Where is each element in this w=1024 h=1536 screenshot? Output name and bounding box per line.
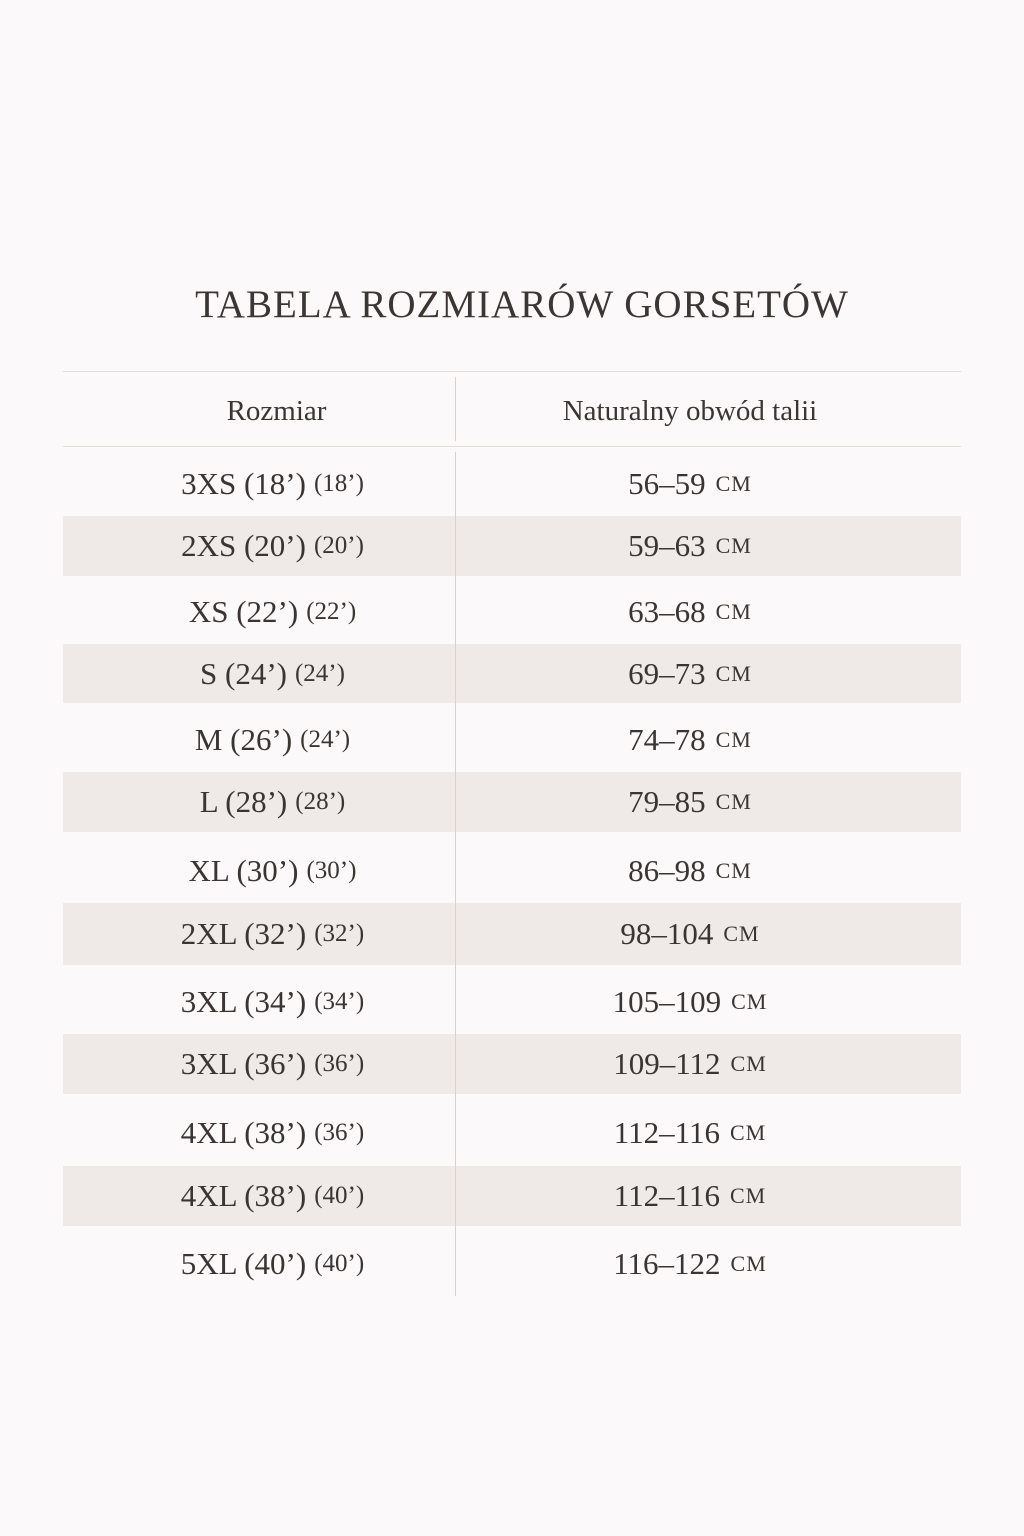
waist-cell xyxy=(483,644,897,703)
unit-label: CM xyxy=(729,1120,767,1145)
unit-label: CM xyxy=(715,471,752,496)
size-cell xyxy=(100,644,445,703)
waist-range: 112–116 xyxy=(613,1178,720,1213)
waist-column-header: Naturalny obwód talii xyxy=(562,395,818,427)
table-row xyxy=(63,644,961,703)
size-cell xyxy=(100,772,445,832)
alt-size-label: (24’) xyxy=(294,659,345,687)
table-row xyxy=(63,838,961,903)
waist-range: 59–63 xyxy=(628,528,706,563)
waist-range: 105–109 xyxy=(612,984,722,1019)
size-label: 4XL (38’) xyxy=(180,1178,307,1213)
waist-cell xyxy=(483,772,897,832)
size-label: 3XL (36’) xyxy=(180,1046,307,1081)
header-column-divider xyxy=(455,377,456,441)
size-label: S (24’) xyxy=(200,655,287,691)
size-label: M (26’) xyxy=(194,722,293,757)
alt-size-label: (28’) xyxy=(295,788,346,815)
waist-cell xyxy=(483,708,897,772)
alt-size-label: (22’) xyxy=(306,598,357,625)
size-label: L (28’) xyxy=(199,784,288,819)
top-divider xyxy=(63,371,961,372)
size-cell xyxy=(100,580,445,644)
alt-size-label: (18’) xyxy=(313,470,364,497)
page-title: TABELA ROZMIARÓW GORSETÓW xyxy=(195,283,849,326)
waist-range: 98–104 xyxy=(620,916,714,951)
size-cell xyxy=(100,903,445,965)
unit-label: CM xyxy=(715,727,752,752)
waist-range: 116–122 xyxy=(613,1246,721,1281)
unit-label: CM xyxy=(730,1251,767,1276)
table-row xyxy=(63,1100,961,1166)
unit-label: CM xyxy=(715,789,752,814)
size-cell xyxy=(100,452,445,516)
size-label: 5XL (40’) xyxy=(180,1246,307,1281)
size-column-header: Rozmiar xyxy=(226,395,327,427)
size-cell xyxy=(100,970,445,1034)
size-cell xyxy=(100,1166,445,1226)
waist-range: 56–59 xyxy=(628,466,706,501)
waist-range: 79–85 xyxy=(628,784,706,819)
size-label: 3XL (34’) xyxy=(180,984,307,1019)
size-cell xyxy=(100,838,445,903)
size-label: 4XL (38’) xyxy=(180,1115,307,1150)
alt-size-label: (40’) xyxy=(314,1250,365,1277)
alt-size-label: (34’) xyxy=(314,988,365,1015)
alt-size-label: (36’) xyxy=(314,1050,365,1077)
unit-label: CM xyxy=(723,921,760,946)
size-cell xyxy=(100,516,445,576)
table-row xyxy=(63,772,961,832)
table-row xyxy=(63,452,961,516)
waist-range: 109–112 xyxy=(613,1046,721,1081)
header-divider xyxy=(63,446,961,447)
size-cell xyxy=(100,1100,445,1166)
waist-cell xyxy=(483,970,897,1034)
unit-label: CM xyxy=(729,1183,767,1208)
table-row xyxy=(63,1166,961,1226)
waist-range: 69–73 xyxy=(628,655,706,691)
unit-label: CM xyxy=(715,660,752,686)
table-row xyxy=(63,580,961,644)
unit-label: CM xyxy=(715,857,752,883)
unit-label: CM xyxy=(715,599,752,624)
size-cell xyxy=(100,708,445,772)
alt-size-label: (32’) xyxy=(314,920,365,947)
waist-cell xyxy=(483,1166,897,1226)
waist-range: 63–68 xyxy=(628,594,706,629)
alt-size-label: (36’) xyxy=(314,1119,365,1146)
waist-range: 86–98 xyxy=(628,852,706,888)
alt-size-label: (30’) xyxy=(306,856,357,884)
alt-size-label: (20’) xyxy=(313,532,364,559)
waist-range: 74–78 xyxy=(628,722,706,757)
alt-size-label: (24’) xyxy=(300,726,351,753)
size-label: 2XL (32’) xyxy=(180,916,307,951)
unit-label: CM xyxy=(730,1051,767,1076)
size-label: XL (30’) xyxy=(188,852,299,888)
unit-label: CM xyxy=(715,533,752,558)
unit-label: CM xyxy=(731,989,768,1014)
waist-cell xyxy=(483,1100,897,1166)
waist-cell xyxy=(483,516,897,576)
waist-cell xyxy=(483,903,897,965)
size-label: 3XS (18’) xyxy=(181,466,306,501)
table-row xyxy=(63,970,961,1034)
waist-cell xyxy=(483,838,897,903)
body-column-divider xyxy=(455,452,456,1296)
size-cell xyxy=(100,1034,445,1094)
table-row xyxy=(63,516,961,576)
table-row xyxy=(63,1034,961,1094)
waist-cell xyxy=(483,1034,897,1094)
size-cell xyxy=(100,1232,445,1296)
waist-cell xyxy=(483,580,897,644)
table-row xyxy=(63,708,961,772)
waist-cell xyxy=(483,452,897,516)
alt-size-label: (40’) xyxy=(314,1182,365,1209)
size-label: XS (22’) xyxy=(188,594,299,629)
size-label: 2XS (20’) xyxy=(181,528,306,563)
waist-range: 112–116 xyxy=(613,1115,720,1150)
table-row xyxy=(63,1232,961,1296)
table-row xyxy=(63,903,961,965)
waist-cell xyxy=(483,1232,897,1296)
